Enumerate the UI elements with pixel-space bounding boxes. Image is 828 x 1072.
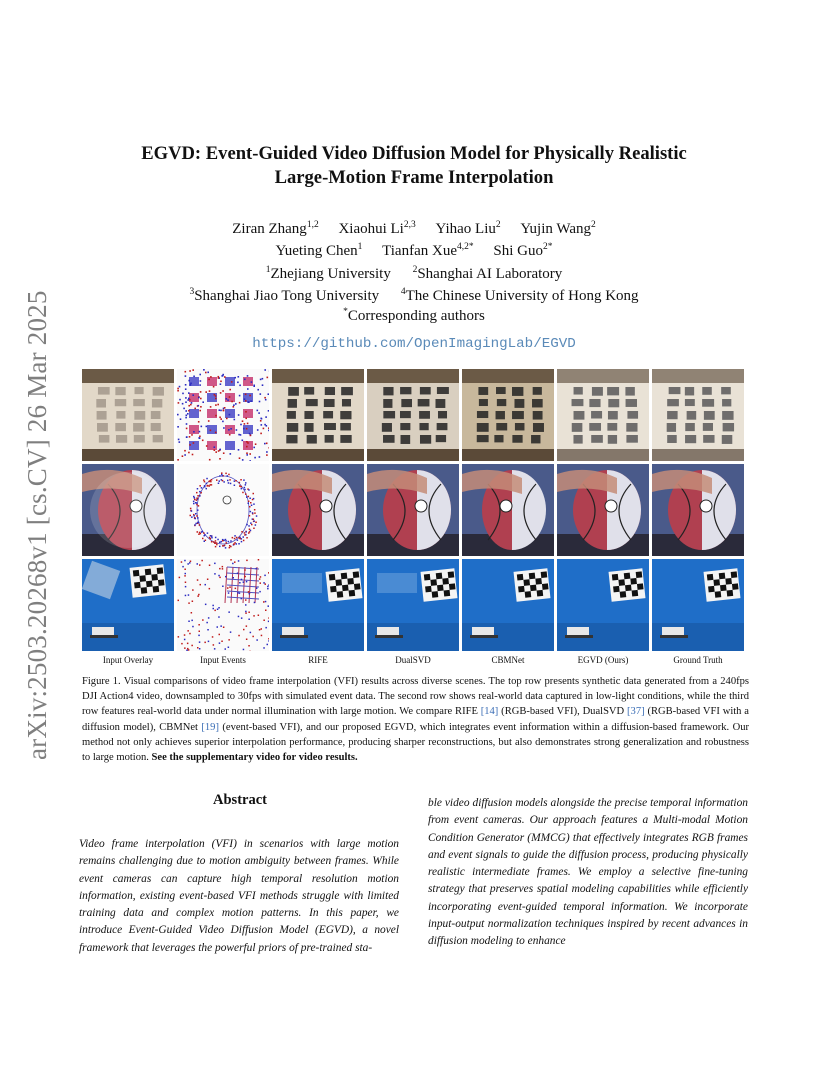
author-line-1 [100,219,728,241]
figure-caption: Figure 1. Visual comparisons of video frame interpolation (VFI) results across diverse scenes. The top row presents synthetic data generated from a 240fps DJI Action4 video, downsampled to 30fps with simulated event data. The second row shows real-world data captured in low-light conditions, while the third row features real-world data under normal illumination with large motion. We compare RIFE [14] (RGB-based VFI), DualSVD [37] (RGB-based VFI with a diffusion model), CBMNet [19] (event-based VFI), and our proposed EGVD, which integrates event information within a diffusion-based framework. Our method not only achieves superior interpolation performance, producing sharper reconstructions, but also demonstrates strong generalization and robustness to large motion. See the supplementary video for video results. [82,676,749,764]
affiliation-list [100,264,728,308]
basketball-thumbnail-7 [652,464,744,556]
checkerboard-thumbnail-3 [272,559,364,651]
calligraphy-thumbnail-5 [462,369,554,461]
checkerboard-thumbnail-6 [557,559,649,651]
column-label: DualSVD [395,655,431,665]
basketball-thumbnail-5 [462,464,554,556]
title-line-2: Large-Motion Frame Interpolation [274,167,554,188]
column-label: CBMNet [491,655,525,665]
checkerboard-thumbnail-7 [652,559,744,651]
basketball-thumbnail-6 [557,464,649,556]
title-line-1: EGVD: Event-Guided Video Diffusion Model for Physically Realistic [141,143,687,164]
calligraphy-thumbnail-3 [272,369,364,461]
author-name: Xiaohui Li$^{2,3}$ [338,220,416,237]
affiliation: $^4$The Chinese University of Hong Kong [400,287,639,304]
figure-1 [82,369,748,665]
figure-column-labels [82,655,748,665]
basketball-thumbnail-1 [82,464,174,556]
author-name: Yujin Wang$^2$ [520,220,596,237]
author-line-2 [100,241,728,263]
arxiv-identifier: arXiv:2503.20268v1 [cs.CV] 26 Mar 2025 [22,290,52,760]
figure-image-grid [82,369,748,651]
basketball-thumbnail-3 [272,464,364,556]
affiliation: $^2$Shanghai AI Laboratory [412,265,563,282]
calligraphy-thumbnail-1 [82,369,174,461]
citation-link[interactable]: [37] [627,706,645,718]
column-label: Input Overlay [102,655,154,665]
checkerboard-thumbnail-4 [367,559,459,651]
author-list [100,219,728,263]
author-name: Yueting Chen$^1$ [275,242,363,259]
checkerboard-thumbnail-2 [177,559,269,651]
author-name: Yihao Liu$^2$ [435,220,501,237]
column-label: EGVD (Ours) [577,655,629,665]
abstract-text-right-column: ble video diffusion models alongside the precise temporal information from event cameras. Our approach features a Multi-modal Motion Condition Generator (MMCG) that effectively integrates RGB frames and event signals to guide the diffusion process, producing physically realistic intermediate frames. We employ a selective fine-tuning strategy that preserves spatial modeling capabilities while efficiently incorporating event-guided temporal information. We incorporate input-output normalization techniques inspired by recent advances in diffusion modeling to enhance [428,797,748,948]
calligraphy-thumbnail-4 [367,369,459,461]
author-name: Shi Guo$^{2*}$ [493,242,553,259]
calligraphy-thumbnail-7 [652,369,744,461]
column-label: Input Events [200,655,246,665]
abstract-text-left-column: Video frame interpolation (VFI) in scenarios with large motion remains challenging due to motion ambiguity between frames. While event cameras can capture high temporal resolution motion information, existing event-based VFI methods struggle with limited training data and complex motion patterns. In this paper, we introduce Event-Guided Video Diffusion Model (EGVD), a novel framework that leverages the powerful priors of pre-trained sta- [79,838,399,954]
affiliation: $^1$Zhejiang University [265,265,391,282]
calligraphy-thumbnail-2 [177,369,269,461]
checkerboard-thumbnail-1 [82,559,174,651]
column-label: RIFE [308,655,328,665]
citation-link[interactable]: [14] [480,706,499,718]
checkerboard-thumbnail-5 [462,559,554,651]
column-label: Ground Truth [673,655,723,665]
basketball-thumbnail-2 [177,464,269,556]
abstract-heading: Abstract [213,792,267,808]
basketball-thumbnail-4 [367,464,459,556]
paper-title [100,142,728,190]
affiliation: $^3$Shanghai Jiao Tong University [189,287,380,304]
author-name: Tianfan Xue$^{4,2*}$ [382,242,474,259]
citation-link[interactable]: [19] [201,721,219,733]
corresponding-note: *Corresponding authors [343,307,485,324]
author-name: Ziran Zhang$^{1,2}$ [232,220,319,237]
calligraphy-thumbnail-6 [557,369,649,461]
project-url-link[interactable]: https://github.com/OpenImagingLab/EGVD [252,336,576,352]
